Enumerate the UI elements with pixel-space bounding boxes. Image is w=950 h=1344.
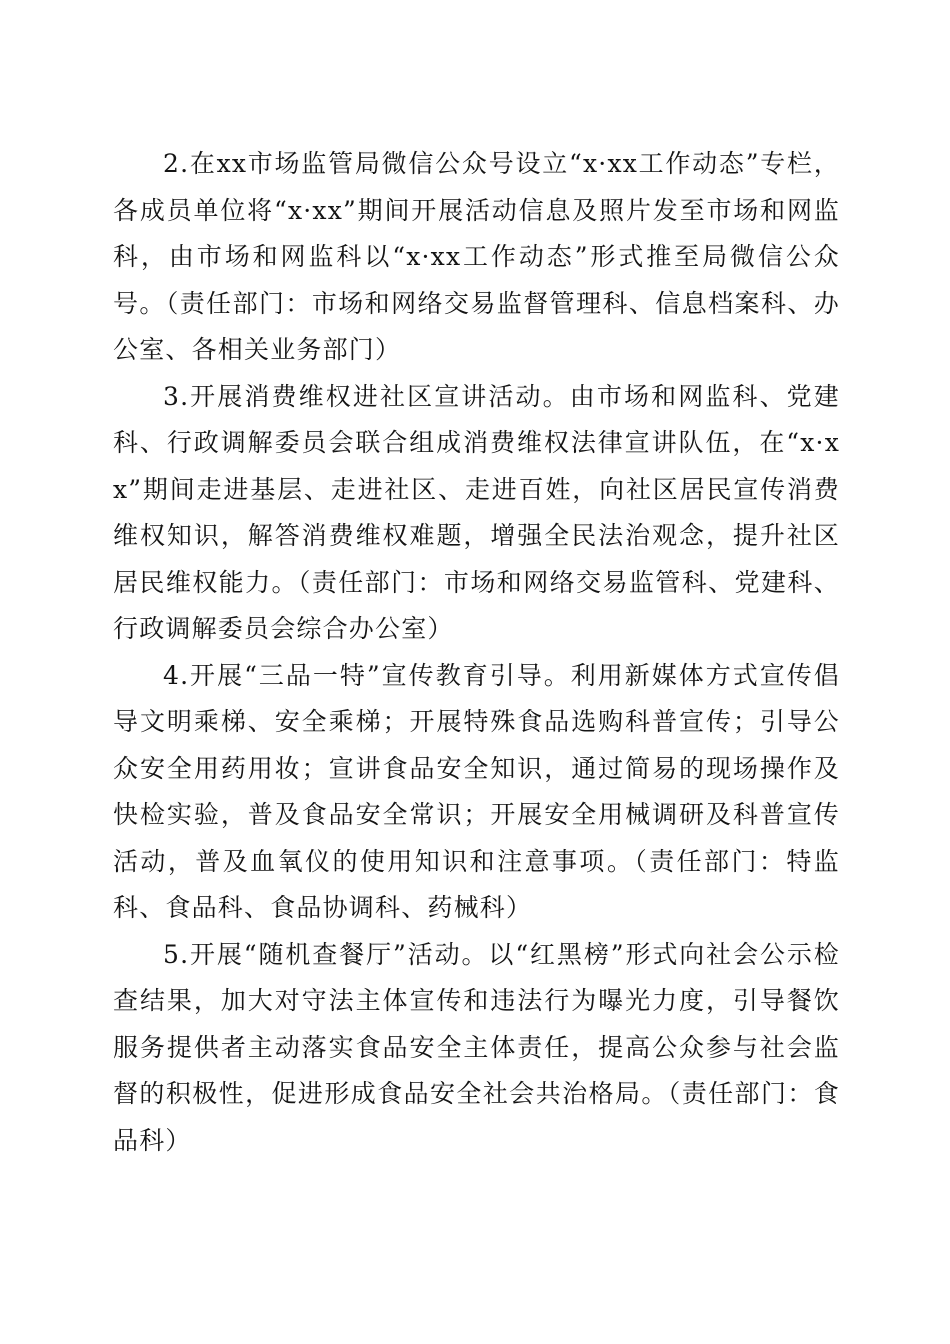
paragraph-item-2: 2.在xx市场监管局微信公众号设立“x·xx工作动态”专栏，各成员单位将“x·xx”期间开展活动信息及照片发至市场和网监科，由市场和网监科以“x·xx工作动态”形式推至局微信公众号。（责任部门：市场和网络交易监督管理科、信息档案科、办公室、各相关业务部门） <box>113 149 840 364</box>
document-body <box>113 141 840 1164</box>
paragraph-item-3: 3.开展消费维权进社区宣讲活动。由市场和网监科、党建科、行政调解委员会联合组成消费维权法律宣讲队伍，在“x·xx”期间走进基层、走进社区、走进百姓，向社区居民宣传消费维权知识，解答消费维权难题，增强全民法治观念，提升社区居民维权能力。（责任部门：市场和网络交易监管科、党建科、行政调解委员会综合办公室） <box>113 381 840 643</box>
paragraph-item-4: 4.开展“三品一特”宣传教育引导。利用新媒体方式宣传倡导文明乘梯、安全乘梯；开展特殊食品选购科普宣传；引导公众安全用药用妆；宣讲食品安全知识，通过简易的现场操作及快检实验，普及食品安全常识；开展安全用械调研及科普宣传活动，普及血氧仪的使用知识和注意事项。（责任部门：特监科、食品科、食品协调科、药械科） <box>113 660 840 922</box>
paragraph-item-5: 5.开展“随机查餐厅”活动。以“红黑榜”形式向社会公示检查结果，加大对守法主体宣传和违法行为曝光力度，引导餐饮服务提供者主动落实食品安全主体责任，提高公众参与社会监督的积极性，促进形成食品安全社会共治格局。（责任部门：食品科） <box>113 939 840 1155</box>
